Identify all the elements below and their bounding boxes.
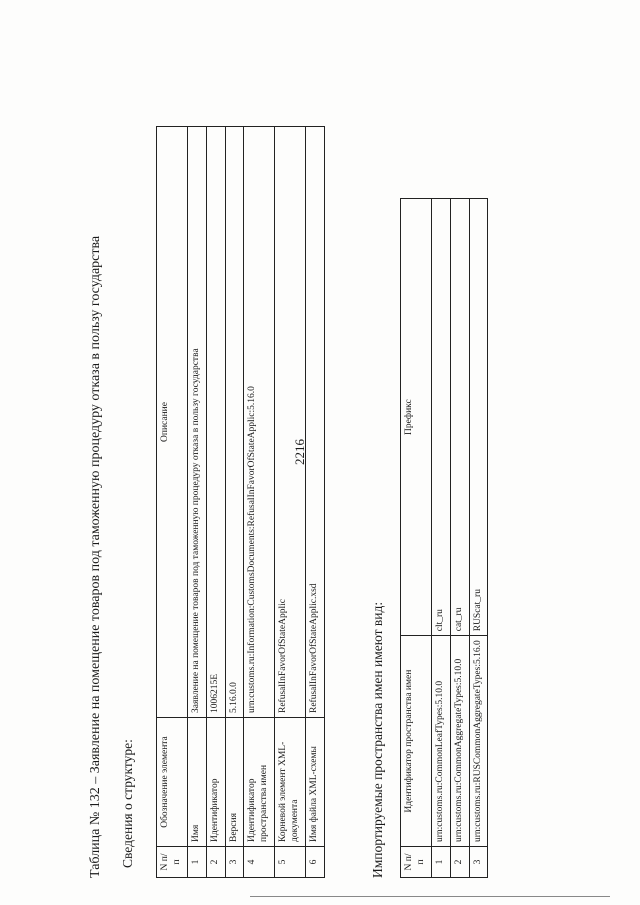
header-element-name: Обозначение элемента bbox=[157, 718, 188, 847]
element-description: 5.16.0.0 bbox=[225, 127, 244, 718]
structure-table-header-row bbox=[157, 127, 188, 878]
row-number: 2 bbox=[450, 847, 469, 878]
element-description: RefusalInFavorOfStateApplic bbox=[275, 127, 306, 718]
header-description: Описание bbox=[157, 127, 188, 718]
page-number: 2216 bbox=[292, 439, 307, 465]
table-row bbox=[469, 199, 488, 878]
table-row bbox=[225, 127, 244, 878]
element-description: RefusalInFavorOfStateApplic.xsd bbox=[305, 127, 324, 718]
row-number: 3 bbox=[469, 847, 488, 878]
namespaces-table bbox=[400, 198, 488, 878]
row-number: 2 bbox=[206, 847, 225, 878]
element-name: Имя bbox=[187, 718, 206, 847]
element-description: 1006215E bbox=[206, 127, 225, 718]
table-row bbox=[244, 127, 275, 878]
element-name: Идентификатор пространства имен bbox=[244, 718, 275, 847]
namespaces-heading: Импортируемые пространства имен имеют вид: bbox=[370, 601, 385, 878]
table-title: Таблица № 132 – Заявление на помещение товаров под таможенную процедуру отказа в пользу государства bbox=[88, 235, 103, 878]
table-row bbox=[431, 199, 450, 878]
structure-heading: Сведения о структуре: bbox=[120, 739, 135, 868]
element-name: Имя файла XML-схемы bbox=[305, 718, 324, 847]
header-namespace-id: Идентификатор пространства имен bbox=[401, 636, 432, 847]
table-row bbox=[450, 199, 469, 878]
table-row bbox=[206, 127, 225, 878]
element-name: Корневой элемент XML-документа bbox=[275, 718, 306, 847]
element-description: urn:customs.ru:Information:CustomsDocuments:RefusalInFavorOfStateApplic:5.16.0 bbox=[244, 127, 275, 718]
element-name: Идентификатор bbox=[206, 718, 225, 847]
row-number: 6 bbox=[305, 847, 324, 878]
row-number: 1 bbox=[187, 847, 206, 878]
row-number: 1 bbox=[431, 847, 450, 878]
structure-table bbox=[156, 126, 325, 878]
element-description: Заявление на помещение товаров под таможенную процедуру отказа в пользу государства bbox=[187, 127, 206, 718]
namespaces-table-header-row bbox=[401, 199, 432, 878]
row-number: 5 bbox=[275, 847, 306, 878]
scan-edge-line bbox=[250, 896, 610, 897]
row-number: 3 bbox=[225, 847, 244, 878]
table-row bbox=[275, 127, 306, 878]
element-name: Версия bbox=[225, 718, 244, 847]
namespace-prefix: cat_ru bbox=[450, 199, 469, 636]
namespace-prefix: RUScat_ru bbox=[469, 199, 488, 636]
header-n: N п/п bbox=[157, 847, 188, 878]
namespace-id: urn:customs.ru:RUSCommonAggregateTypes:5.16.0 bbox=[469, 636, 488, 847]
namespace-prefix: clt_ru bbox=[431, 199, 450, 636]
row-number: 4 bbox=[244, 847, 275, 878]
rotated-content bbox=[80, 48, 620, 878]
table-row bbox=[187, 127, 206, 878]
header-n: N п/п bbox=[401, 847, 432, 878]
table-row bbox=[305, 127, 324, 878]
namespace-id: urn:customs.ru:CommonLeafTypes:5.10.0 bbox=[431, 636, 450, 847]
namespace-id: urn:customs.ru:CommonAggregateTypes:5.10.0 bbox=[450, 636, 469, 847]
header-prefix: Префикс bbox=[401, 199, 432, 636]
